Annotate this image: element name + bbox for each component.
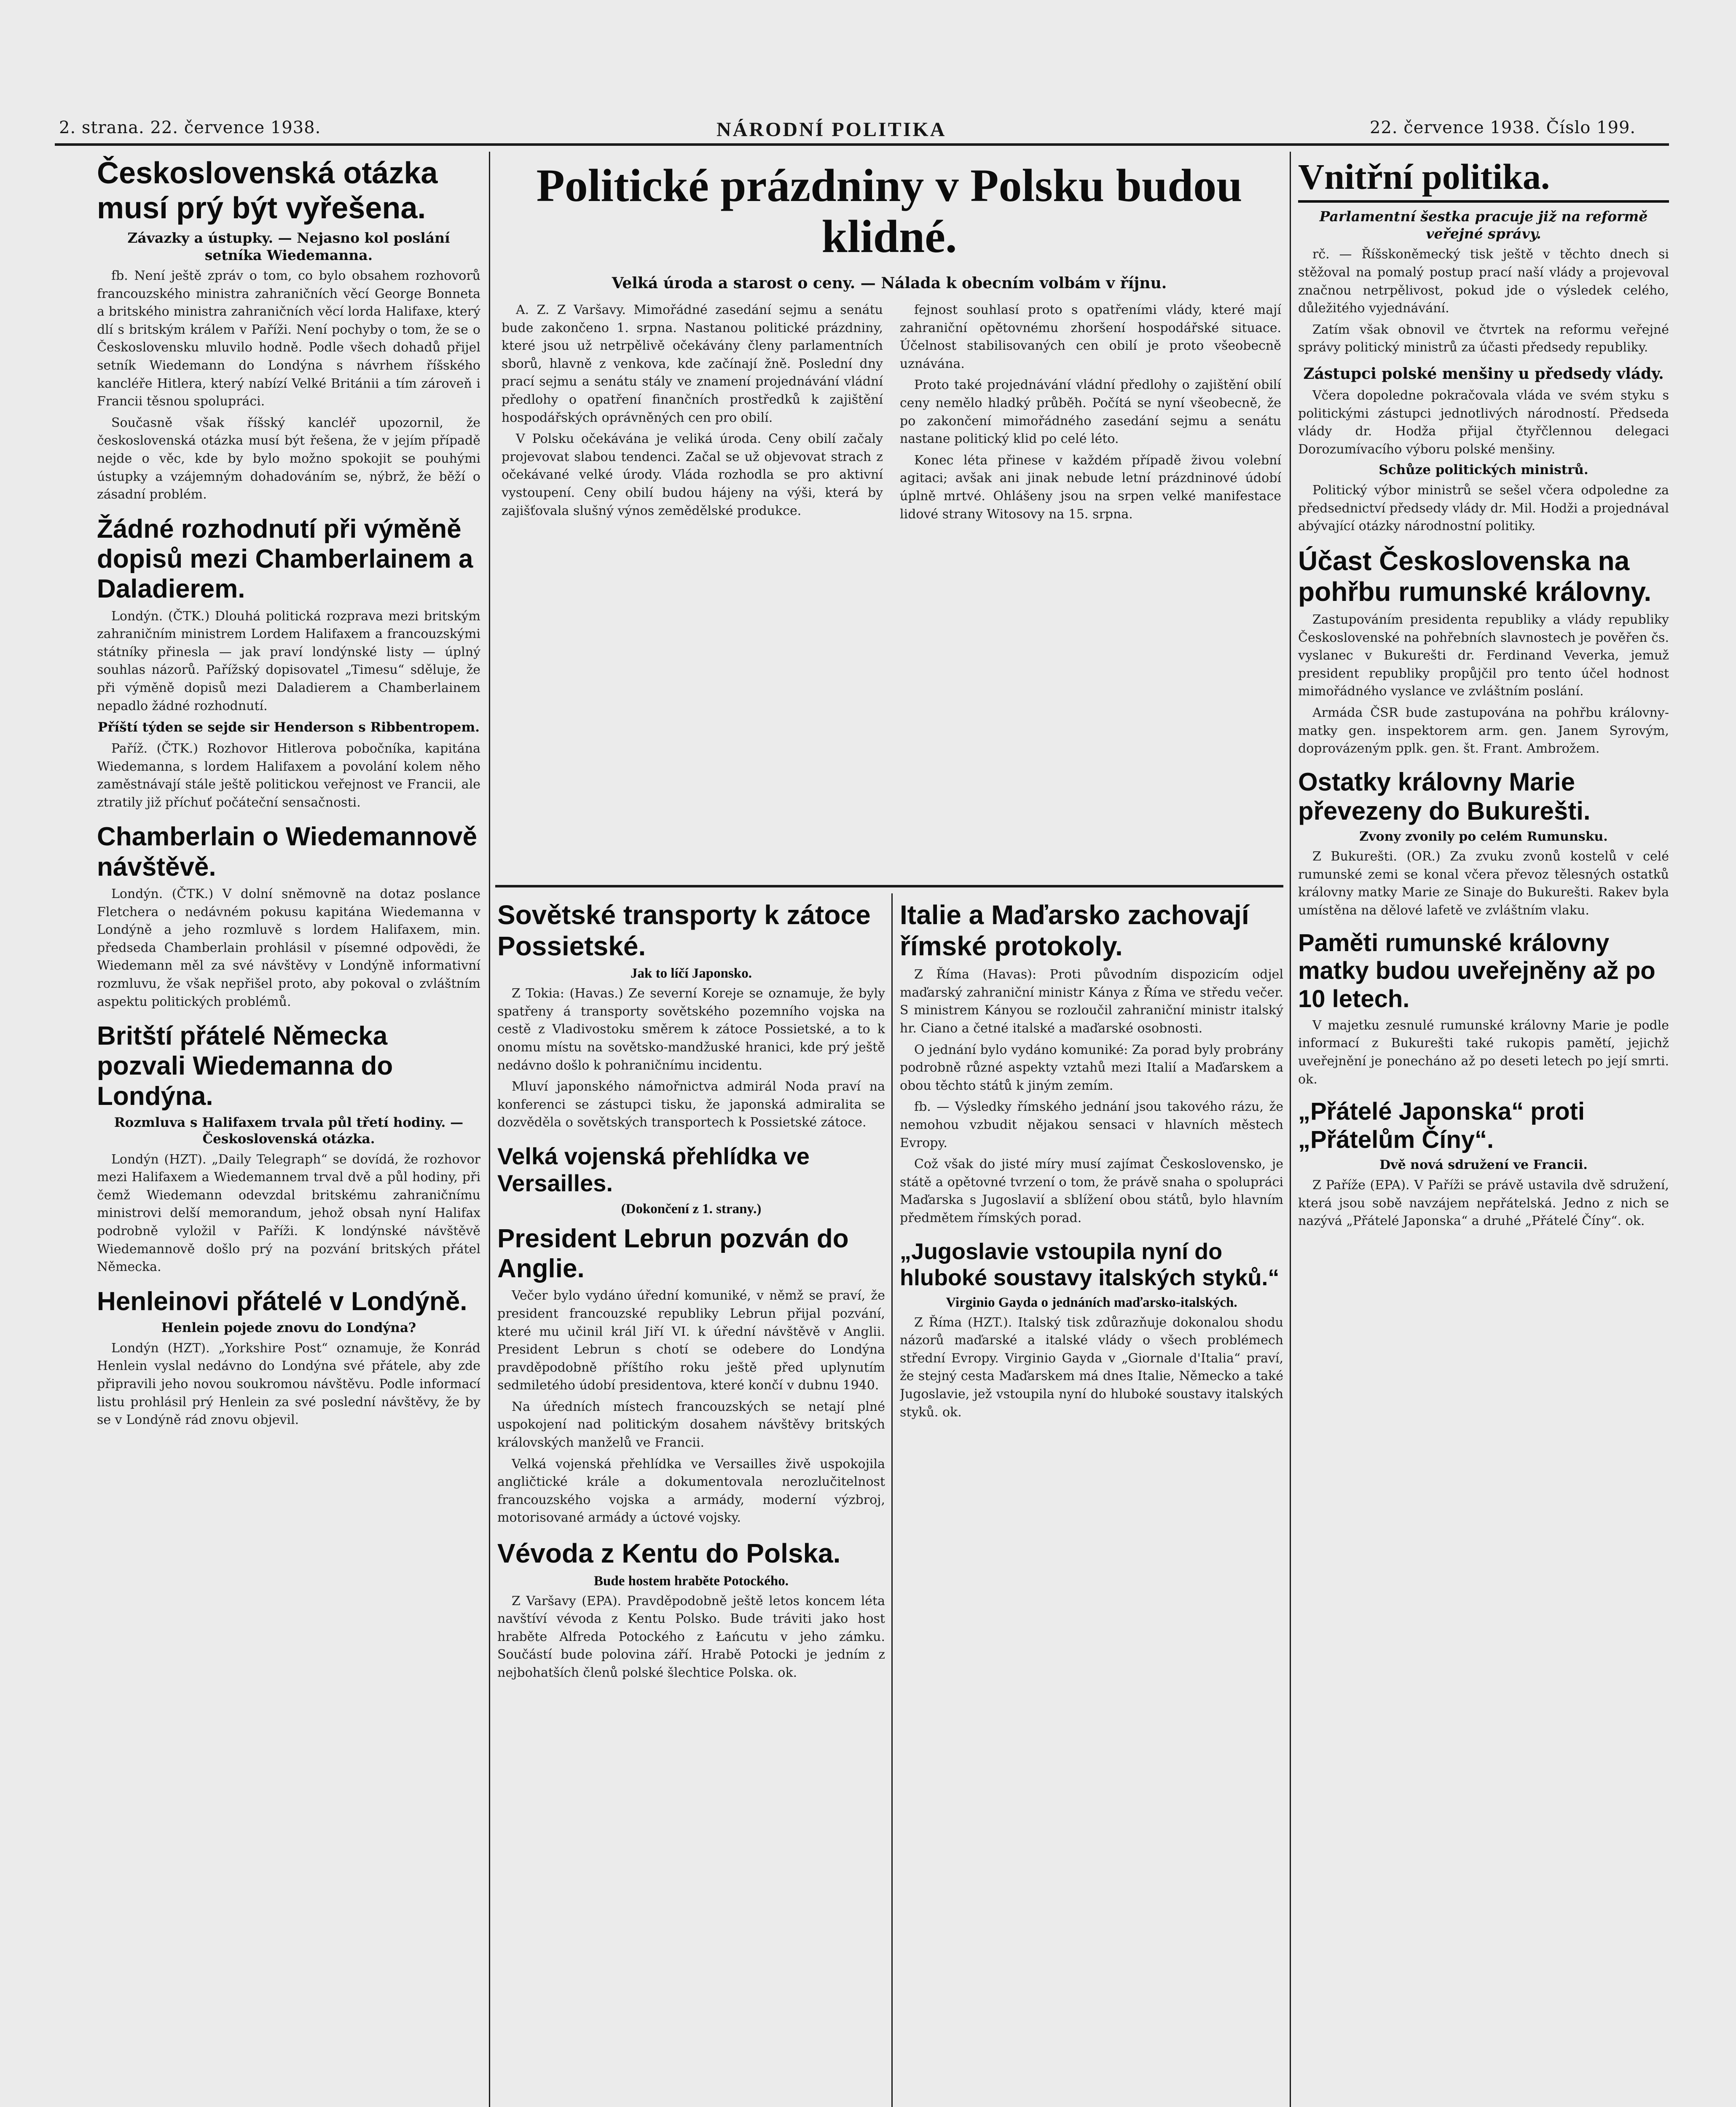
lead-headline: Politické prázdniny v Polsku budou klidné.: [536, 160, 1242, 262]
paragraph: Armáda ČSR bude zastupována na pohřbu královny-matky gen. inspektorem arm. gen. Janem Syrovým, doprovázeným pplk. gen. št. Frant. Ambrožem.: [1298, 705, 1669, 756]
headline: Henleinovi přátelé v Londýně.: [97, 1287, 467, 1316]
paragraph: O jednání bylo vydáno komuniké: Za porad byly probrány podrobně různé aspekty vztahů mezi Italií a Maďarskem a obou těchto států k jiným zemím.: [900, 1042, 1283, 1093]
paragraph: Z Tokia: (Havas.) Ze severní Koreje se oznamuje, že byly spatřeny á transporty sovětského pozemního vojska na cestě z Vladivostoku směrem k zátoce Possietské, a to k onomu místu na sovětsko-mandžuské hranici, kde prý ještě nedávno došlo k pohraničnímu incidentu.: [497, 986, 885, 1073]
paragraph: fb. — Výsledky římského jednání jsou takového rázu, že nemohou vzbudit nějakou sensaci v hlavních městech Evropy.: [900, 1099, 1283, 1150]
headline: Sovětské transporty k zátoce Possietské.: [497, 900, 871, 961]
paragraph: Z Říma (HZT.). Italský tisk zdůrazňuje dokonalou shodu názorů maďarské a italské vlády o všech problémech střední Evropy. Virginio Gayda v „Giornale d'Italia“ praví, že stejný cesta Maďarskem má dnes Italie, Německo a také Jugoslavie, jež vstoupila nyní do hluboké soustavy italských styků. ok.: [900, 1315, 1283, 1420]
left-column: [97, 156, 480, 2107]
paragraph: Zatím však obnovil ve čtvrtek na reformu veřejné správy politický ministrů za účasti předsedy republiky.: [1298, 322, 1669, 355]
paragraph: V majetku zesnulé rumunské královny Marie je podle informací z Bukurešti také rukopis pamětí, jejichž uveřejnění je ponecháno až po deseti letech po její smrti. ok.: [1298, 1018, 1669, 1087]
page-info-left: 2. strana. 22. července 1938.: [59, 118, 321, 137]
deck: Bude hostem hraběte Potockého.: [594, 1573, 789, 1589]
right-column: [1298, 156, 1669, 2107]
paragraph: Mluví japonského námořnictva admirál Noda praví na konferenci se zástupci tisku, že japonská admiralita se dozvěděla o sovětských transportech k Possietské zátoce.: [497, 1079, 885, 1130]
deck: Závazky a ústupky. — Nejasno kol poslání setníka Wiedemanna.: [127, 229, 450, 263]
headline: „Jugoslavie vstoupila nyní do hluboké soustavy italských styků.“: [900, 1238, 1280, 1290]
paragraph: A. Z. Z Varšavy. Mimořádné zasedání sejmu a senátu bude zakončeno 1. srpna. Nastanou politické prázdniny, které jsou už netrpělivě očekávány členy parlamentních sborů, hlavně z venkova, kde začínají žně. Poslední dny prací sejmu a senátu stály ve znamení projednávání vládní předlohy o opatření finančních prostředků k zajištění hospodářských oprávněných cen pro obilí.: [502, 303, 883, 425]
headline: Československá otázka musí prý být vyřešena.: [97, 156, 438, 225]
paragraph: fejnost souhlasí proto s opatřeními vlády, které mají zahraniční opětovnému zhoršení hospodářské situace. Účelnost stabilisovaných cen obilí je proto všeobecně uznávána.: [900, 303, 1281, 371]
paragraph: Londýn (HZT). „Yorkshire Post“ oznamuje, že Konrád Henlein vyslal nedávno do Londýna své přátele, aby zde připravili jeho novou soukromou návštěvu. Podle informací listu prohlásil prý Henlein za své poslední návštěvy, že by se v Londýně rád znovu objevil.: [97, 1340, 480, 1428]
paragraph: Londýn. (ČTK.) V dolní sněmovně na dotaz poslance Fletchera o nedávném pokusu kapitána Wiedemanna v Londýně a jeho rozmluvě s lordem Halifaxem, min. předseda Chamberlain prohlásil v písemné odpovědi, že Wiedemann měl za své návštěvy v Londýně informativní rozmluvu, že však nepřišel proto, aby pokoval o zvláštním aspektu politických problémů.: [97, 886, 480, 1009]
headline: President Lebrun pozván do Anglie.: [497, 1224, 849, 1284]
deck: Virginio Gayda o jednáních maďarsko-italských.: [946, 1295, 1237, 1310]
deck: Dvě nová sdružení ve Francii.: [1379, 1158, 1588, 1173]
section-banner: Vnitřní politika.: [1298, 156, 1669, 203]
paragraph: Proto také projednávání vládní předlohy o zajištění obilí ceny nemělo hladký průběh. Počítá se nyní všeobecně, že po zakončení mimořádného zasedání sejmu a senátu nastane politický klid po celé léto.: [900, 378, 1281, 447]
paragraph: V Polsku očekávána je veliká úroda. Ceny obilí začaly projevovat slabou tendenci. Začal se už objevovat strach z očekávané velké úrody. Vláda rozhodla se pro aktivní vystoupení. Ceny obilí budou hájeny na výši, která by zajišťovala slušný výnos zemědělské produkce.: [502, 432, 883, 518]
paragraph: Paříž. (ČTK.) Rozhovor Hitlerova pobočníka, kapitána Wiedemanna, s lordem Halifaxem a povolání kolem něho zaměstnávají stále ještě politickou veřejnost ve Francii, ale ztratily již příchuť počáteční sensačnosti.: [97, 741, 480, 810]
lead-body-left: [502, 301, 883, 887]
lead-body-right: [900, 301, 1281, 887]
column-divider: [891, 893, 893, 2107]
headline: Velká vojenská přehlídka ve Versailles.: [497, 1142, 810, 1197]
headline: Účast Československa na pohřbu rumunské královny.: [1298, 545, 1652, 607]
paragraph: Velká vojenská přehlídka ve Versailles živě uspokojila angličtické krále a dokumentovala nerozlučitelnost francouzského vojska a armády, moderní výzbroj, motorisované armády a úctové vojsky.: [497, 1456, 885, 1525]
center-left-column: [497, 900, 885, 2107]
subheading: Schůze politických ministrů.: [1379, 462, 1588, 478]
paragraph: Z Paříže (EPA). V Paříži se právě ustavila dvě sdružení, která jsou sobě navzájem nepřátelská. Jedno z nich se nazývá „Přátelé Japonska“ a druhé „Přátelé Číny“. ok.: [1298, 1177, 1669, 1229]
masthead-rule: [55, 143, 1669, 146]
deck: Henlein pojede znovu do Londýna?: [161, 1320, 416, 1335]
paragraph: Zastupováním presidenta republiky a vlády republiky Československé na pohřebních slavnostech je pověřen čs. vyslanec v Bukurešti dr. Ferdinand Veverka, jemuž president republiky propůjčil pro tento účel hodnost mimořádného vyslance ve zvláštním poslání.: [1298, 612, 1669, 699]
paragraph: Londýn (HZT). „Daily Telegraph“ se dovídá, že rozhovor mezi Halifaxem a Wiedemannem trval dvě a půl hodiny, při čemž Wiedemann odevzdal britskému zahraničnímu ministrovi delší memorandum, jehož obsah nyní Halifax podrobně vyložil v Paříži. K londýnské návštěvě Wiedemannově došlo prý na pozvání britských přátel Německa.: [97, 1152, 480, 1275]
paragraph: Z Bukurešti. (OR.) Za zvuku zvonů kostelů v celé rumunské zemi se konal včera převoz tělesných ostatků královny matky Marie ze Sinaje do Bukurešti. Rakev byla umístěna na dělové lafetě ve zvláštním vlaku.: [1298, 849, 1669, 918]
headline: Chamberlain o Wiedemannově návštěvě.: [97, 822, 478, 882]
deck: (Dokončení z 1. strany.): [621, 1201, 762, 1217]
headline: Vévoda z Kentu do Polska.: [497, 1538, 841, 1569]
headline: Britští přátelé Německa pozvali Wiedemanna do Londýna.: [97, 1021, 393, 1111]
paragraph: Konec léta přinese v každém případě živou volební agitaci; avšak ani jinak nebude letní prázdninové údobí úplně mrtvé. Ohlášeny jsou na srpen velké manifestace lidové strany Witosovy na 15. srpna.: [900, 453, 1281, 522]
deck: Zvony zvonily po celém Rumunsku.: [1359, 829, 1608, 844]
paragraph: Londýn. (ČTK.) Dlouhá politická rozprava mezi britským zahraničním ministrem Lordem Halifaxem a francouzskými státníky přinesla — jak praví londýnské listy — úplný souhlas názorů. Pařížský dopisovatel „Timesu“ sděluje, že při výměně dopisů mezi Daladierem a Chamberlainem nepadlo žádné rozhodnutí.: [97, 609, 480, 713]
paragraph: Z Varšavy (EPA). Pravděpodobně ještě letos koncem léta navštíví vévoda z Kentu Polsko. Bude tráviti jako host hraběte Alfreda Potockého z Łańcutu v jeho zámku. Součástí bude polovina září. Hrabě Potocki je jedním z nejbohatších členů polské šlechtice Polska. ok.: [497, 1593, 885, 1680]
subheading: Příští týden se sejde sir Henderson s Ribbentropem.: [97, 720, 480, 735]
paragraph: Z Říma (Havas): Proti původním dispozicím odjel maďarský zahraniční ministr Kánya z Říma ve středu večer. S ministrem Kányou se rozloučil zahraniční ministr italský hr. Ciano a četné italské a maďarské osobnosti.: [900, 967, 1283, 1036]
center-right-column: [900, 900, 1283, 2107]
paragraph: Včera dopoledne pokračovala vláda ve svém styku s politickými zástupci jednotlivých národností. Předseda vlády dr. Hodža přijal čtyřčlennou delegaci Dorozumívacího výboru polské menšiny.: [1298, 388, 1669, 457]
deck: Jak to líčí Japonsko.: [631, 966, 752, 981]
paragraph: Na úředních místech francouzských se netají plné uspokojení nad politickým dosahem návštěvy britských královských manželů ve Francii.: [497, 1399, 885, 1450]
headline: Ostatky královny Marie převezeny do Bukurešti.: [1298, 767, 1591, 825]
column-divider: [489, 152, 490, 2107]
lead-deck: Velká úroda a starost o ceny. — Nálada k obecním volbám v říjnu.: [612, 274, 1167, 292]
headline: Zástupci polské menšiny u předsedy vlády.: [1303, 365, 1664, 383]
masthead-title: NÁRODNÍ POLITIKA: [716, 118, 947, 141]
paragraph: rč. — Říšskoněmecký tisk ještě v těchto dnech si stěžoval na pomalý postup prací naší vlády a projevoval značnou netrpělivost, pokud jde o výsledek celého, důležitého vyjednávání.: [1298, 247, 1669, 316]
headline: Parlamentní šestka pracuje již na reformě veřejné správy.: [1319, 208, 1648, 242]
paragraph: fb. Není ještě zpráv o tom, co bylo obsahem rozhovorů francouzského ministra zahraničních věcí George Bonneta a britského ministra zahraničních věcí lorda Halifaxe, který dlí s britským králem v Paříži. Není pochyby o tom, že se o Československu mluvilo hodně. Podle všech dohadů přijel setník Wiedemann do Londýna s návrhem říšského kancléře Hitlera, který nabízí Velké Británii a tím zároveň i Francii těsnou spolupráci.: [97, 268, 480, 409]
headline: Žádné rozhodnutí při výměně dopisů mezi Chamberlainem a Daladierem.: [97, 514, 473, 604]
page-info-right: 22. července 1938. Číslo 199.: [1370, 118, 1636, 137]
paragraph: Současně však říšský kancléř upozornil, že československá otázka musí být řešena, že v jejím případě nejde o věc, kde by bylo možno spokojit se pouhými ústupky a vzájemným dohadováním se, nýbrž, že běží o zásadní problém.: [97, 415, 480, 502]
section-rule: [495, 885, 1283, 887]
paragraph: Večer bylo vydáno úřední komuniké, v němž se praví, že president francouzské republiky Lebrun přijal pozvání, které mu učinil král Jiří VI. k úřední návštěvě v Anglii. President Lebrun s chotí se odebere do Londýna pravděpodobně příštího roku ještě před uplynutím sedmiletého údobí presidentova, které končí v dubnu 1940.: [497, 1288, 885, 1393]
deck: Rozmluva s Halifaxem trvala půl třetí hodiny. — Československá otázka.: [114, 1115, 464, 1147]
column-divider: [1290, 152, 1291, 2107]
headline: „Přátelé Japonska“ proti „Přátelům Číny“.: [1298, 1098, 1585, 1153]
paragraph: Což však do jisté míry musí zajímat Československo, je státě a opětovné tvrzení o tom, že právě snaha o spolupráci Maďarska s Jugoslavií a sblížení obou států, bylo hlavním předmětem římských porad.: [900, 1157, 1283, 1225]
headline: Paměti rumunské královny matky budou uveřejněny až po 10 letech.: [1298, 929, 1656, 1013]
headline: Italie a Maďarsko zachovají římské protokoly.: [900, 900, 1249, 961]
paragraph: Politický výbor ministrů se sešel včera odpoledne za předsednictví předsedy vlády dr. Mil. Hodži a projednával abývající otázky národnostní politiky.: [1298, 483, 1669, 534]
